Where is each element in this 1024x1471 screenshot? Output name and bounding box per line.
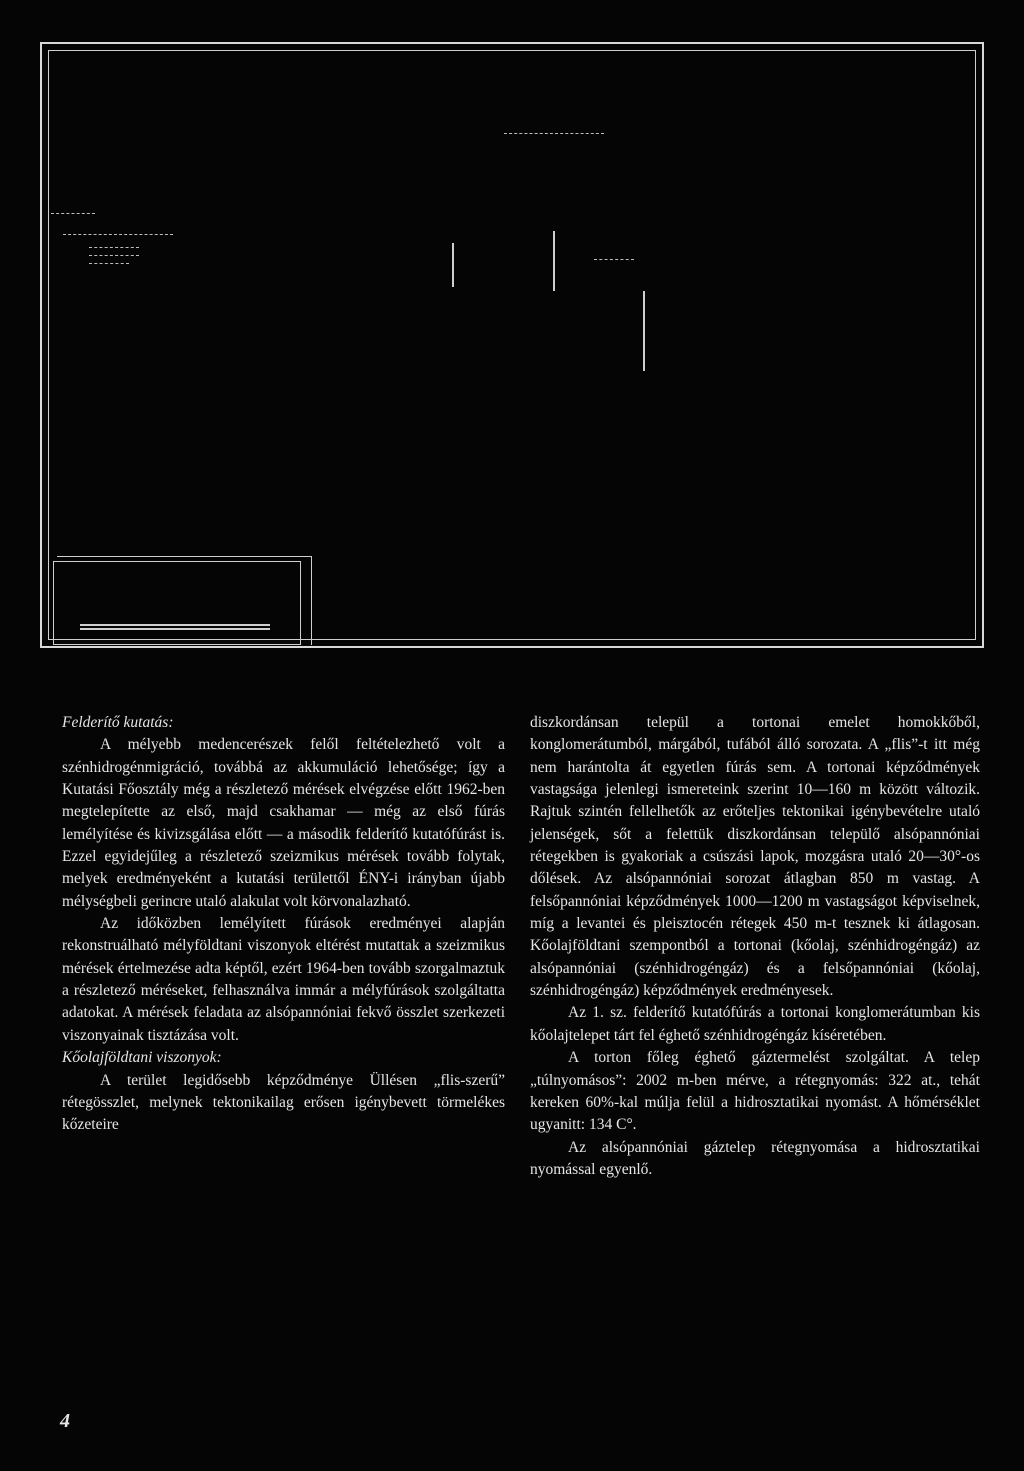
dashed-contour	[594, 259, 634, 260]
map-line	[643, 291, 645, 371]
paragraph: A torton főleg éghető gáztermelést szolgáltat. A telep „túlnyomásos”: 2002 m-ben mérve, a rétegnyomás: 322 at., tehát kereken 60%-kal múlja felül a hidrosztatikai nyomást. A hőmérséklet ugyanitt: 134 C°.	[530, 1049, 980, 1134]
paragraph: Az alsópannóniai gáztelep rétegnyomása a hidrosztatikai nyomással egyenlő.	[530, 1138, 980, 1178]
paragraph: A terület legidősebb képződménye Üllésen „flis-szerű” rétegösszlet, melynek tektonikailag erősen igénybevett törmelékes kőzeteire	[62, 1071, 505, 1134]
dashed-contour	[89, 255, 139, 256]
section-heading: Felderítő kutatás:	[62, 714, 174, 731]
paragraph: A mélyebb medencerészek felől feltételezhető volt a szénhidrogénmigráció, továbbá az akkumuláció lehetősége; így a Kutatási Főosztály még a részletező mérések elvégzése előtt 1962-ben megtelepítette az első, majd csakhamar — még az első fúrás lemélyítése és kivizsgálása előtt — a második felderítő kutatófúrást is. Ezzel egyidejűleg a részletező szeizmikus mérések tovább folytak, melyek eredményeként a kutatási területtől ÉNY-i irányban újabb mélységbeli gerincre utaló alakulat volt körvonalazható.	[62, 736, 505, 910]
dashed-contour	[51, 213, 95, 214]
figure-inset-box	[53, 561, 301, 645]
dashed-contour	[89, 263, 129, 264]
dashed-contour	[89, 247, 139, 248]
text-column-left	[62, 712, 505, 1137]
inset-line	[80, 628, 270, 630]
figure-frame	[40, 42, 984, 648]
page-number: 4	[60, 1410, 70, 1432]
map-line	[553, 231, 555, 291]
paragraph: Az időközben lemélyített fúrások eredményei alapján rekonstruálható mélyföldtani viszonyok eltérést mutattak a szeizmikus mérések értelmezése adta képtől, ezért 1964-ben tovább szorgalmaztuk a részletező méréseket, felhasználva immár a mélyfúrások szolgáltatta adatokat. A mérések feladata az alsópannóniai fekvő összlet szerkezeti viszonyainak tisztázása volt.	[62, 915, 505, 1044]
map-line	[452, 243, 454, 287]
paragraph: diszkordánsan települ a tortonai emelet homokkőből, konglomerátumból, márgából, tufából álló sorozata. A „flis”-t itt még nem harántolta át egyetlen fúrás sem. A tortonai képződmények vastagsága jelenlegi ismereteink szerint 10—160 m között változik. Rajtuk szintén fellelhetők az erőteljes tektonikai igénybevételre utaló jelenségek, sőt a felettük diszkordánsan települő alsópannóniai rétegekben is gyakoriak a csúszási lapok, mozgásra utaló 20—30°-os dőlések. Az alsópannóniai sorozat átlagban 850 m vastag. A felsőpannóniai képződmények 1000—1200 m vastagságot képviselnek, míg a levantei és pleisztocén rétegek 450 m-t tesznek ki átlagosan. Kőolajföldtani szempontból a tortonai (kőolaj, szénhidrogéngáz) az alsópannóniai (szénhidrogéngáz) és a felsőpannóniai (kőolaj, szénhidrogéngáz) képződmények eredményesek.	[530, 714, 980, 1000]
text-column-right	[530, 712, 980, 1181]
inset-line	[80, 624, 270, 626]
dashed-contour	[63, 234, 173, 235]
figure-inner-frame	[48, 50, 976, 640]
dashed-contour	[504, 133, 604, 134]
section-heading: Kőolajföldtani viszonyok:	[62, 1049, 222, 1067]
paragraph: Az 1. sz. felderítő kutatófúrás a tortonai konglomerátumban kis kőolajtelepet tárt fel éghető szénhidrogéngáz kíséretében.	[530, 1004, 980, 1044]
